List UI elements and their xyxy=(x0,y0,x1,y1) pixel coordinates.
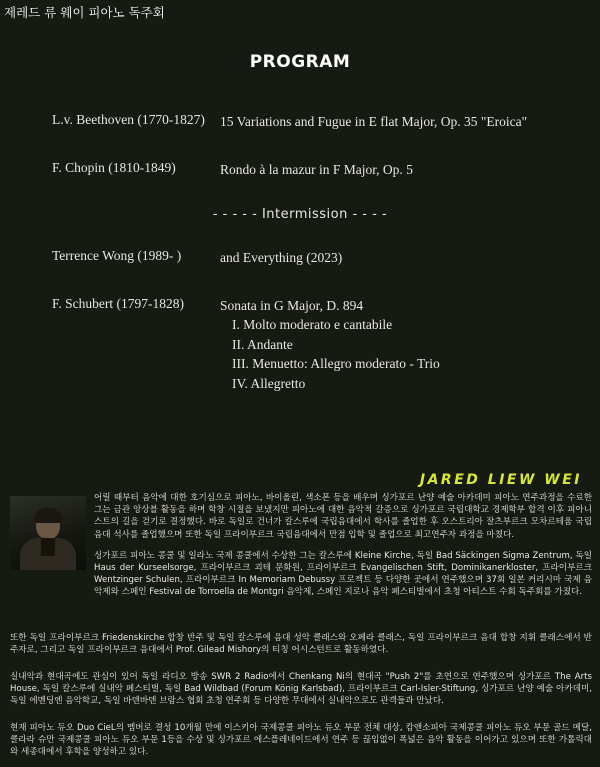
biography-paragraph-4 xyxy=(10,671,592,717)
movement: II. Andante xyxy=(232,336,293,352)
movement: IV. Allegretto xyxy=(232,375,306,391)
movement: III. Menuetto: Allegro moderato - Trio xyxy=(232,356,440,372)
bio-paragraph: 싱가포르 피아노 콩쿨 및 일라노 국제 콩쿨에서 수상한 그는 칼스루에 Kleine Kirche, 독일 Bad Säckingen Sigma Zentrum, 독일 Haus der Kurseelsorge, 프라이부르크 괴테 문화원, 프라이부르크 Evangelischen Stift, Dominikanerkloster, 프라이부르크 Wentzinger Schulen, 프라이부르크 In Memoriam Debussy 프로젝트 등 다양한 곳에서 연주했으며 37회 일본 커리시마 국제 음악제와 스페인 Festival de Torroella de Montgri 음악제, 스페인 지로나 음악 페스티벌에서 초청 아티스트 수회 독주회를 가졌다. xyxy=(94,550,592,598)
work-title: Sonata in G Major, D. 894 xyxy=(220,297,364,313)
intermission-label: - - - - - Intermission - - - - xyxy=(212,207,388,223)
composer-name: L.v. Beethoven (1770-1827) xyxy=(52,112,205,127)
work-block xyxy=(220,112,600,132)
work-title: Rondo à la mazur in F Major, Op. 5 xyxy=(220,161,413,177)
recital-title: 제레드 류 웨이 피아노 독주회 xyxy=(4,5,165,20)
movement: I. Molto moderato e cantabile xyxy=(232,317,393,333)
program-item xyxy=(0,112,600,132)
composer-name: F. Chopin (1810-1849) xyxy=(52,159,176,175)
bio-paragraph: 또한 독일 프라이부르크 Friedenskirche 합창 반주 및 독일 칼스루에 음대 성악 클래스와 오페라 클래스, 독일 프라이부르크 음대 합창 지휘 클래스에서 반주자로, 그리고 독일 프라이부르크 음대에서 Prof. Gilead Mishory의 티칭 어시스턴트로 활동하였다. xyxy=(10,633,592,656)
biography-paragraph-5 xyxy=(10,722,592,767)
portrait-hair xyxy=(34,508,62,523)
program-item xyxy=(0,296,600,394)
bio-paragraph: 어릴 때부터 음악에 대한 호기심으로 피아노, 바이올린, 색소폰 등을 배우며 싱가포르 난양 예술 아카데미 피아노 연주과정을 수료한 그는 금관 앙상블 활동을 하며 학창 시절을 보냈지만 피아노에 대한 음악적 갈증으로 싱가포르 국립대학교 경제학부 합격 이후 피아니스트의 길을 걷기로 결정했다. 바로 독일로 건너가 칼스루에 국립음대에서 학사를 졸업한 후 오스트리아 잘츠부르크 모차르테움 국립 음대 석사를 졸업했으며 또한 독일 프라이부르크 국립음대에서 만점 입학 및 졸업으로 최고연주자 과정을 마쳤다. xyxy=(94,493,592,540)
composer-name: Terrence Wong (1989- ) xyxy=(52,248,182,264)
program-list xyxy=(0,112,600,422)
composer-name: F. Schubert (1797-1828) xyxy=(52,295,185,311)
biography-top xyxy=(94,492,592,608)
biography-paragraph-3 xyxy=(10,632,592,665)
portrait-collar xyxy=(41,538,56,556)
title-banner xyxy=(0,0,192,24)
work-title: 15 Variations and Fugue in E flat Major, Op. 35 "Eroica" xyxy=(220,114,528,129)
bio-paragraph: 현재 피아노 듀오 Duo CieL의 멤버로 결성 10개월 만에 이스키아 국제콩쿨 피아노 듀오 부문 전체 대상, 캄앤소피아 국제콩쿨 피아노 듀오 부문 골드 메달, 클라라 슈만 국제콩쿨 피아노 듀오 부문 1등을 수상 및 싱가포르 에스플레네이드에서 연주 등 끊임없이 폭넓은 음악 활동을 이어가고 있으며 또한 가톨릭대와 세종대에서 후학을 양성하고 있다. xyxy=(10,723,592,758)
bio-paragraph: 실내악과 현대곡에도 관심이 있어 독일 라디오 방송 SWR 2 Radio에서 Chenkang Ni의 현대곡 "Push 2"를 초연으로 연주했으며 싱가포르 The Arts House, 독일 칼스루에 실내악 페스티벌, 독일 Bad Wildbad (Forum König Karlsbad), 프라이부르크 Carl-Isler-Stiftung, 싱가포르 난양 예술 아카데미, 독일 에멘딩엔 음악학교, 독일 바덴바덴 브람스 협회 초청 연주회 등 다양한 무대에서 실내악으로도 관객들과 만났다. xyxy=(10,672,592,707)
program-item xyxy=(0,248,600,268)
work-block xyxy=(220,296,600,394)
work-block xyxy=(220,248,600,268)
work-block xyxy=(220,160,600,180)
performer-portrait xyxy=(10,496,86,570)
work-title: and Everything (2023) xyxy=(220,250,343,266)
program-item xyxy=(0,160,600,180)
program-heading: PROGRAM xyxy=(249,52,351,72)
performer-name: JARED LIEW WEI xyxy=(419,472,582,488)
